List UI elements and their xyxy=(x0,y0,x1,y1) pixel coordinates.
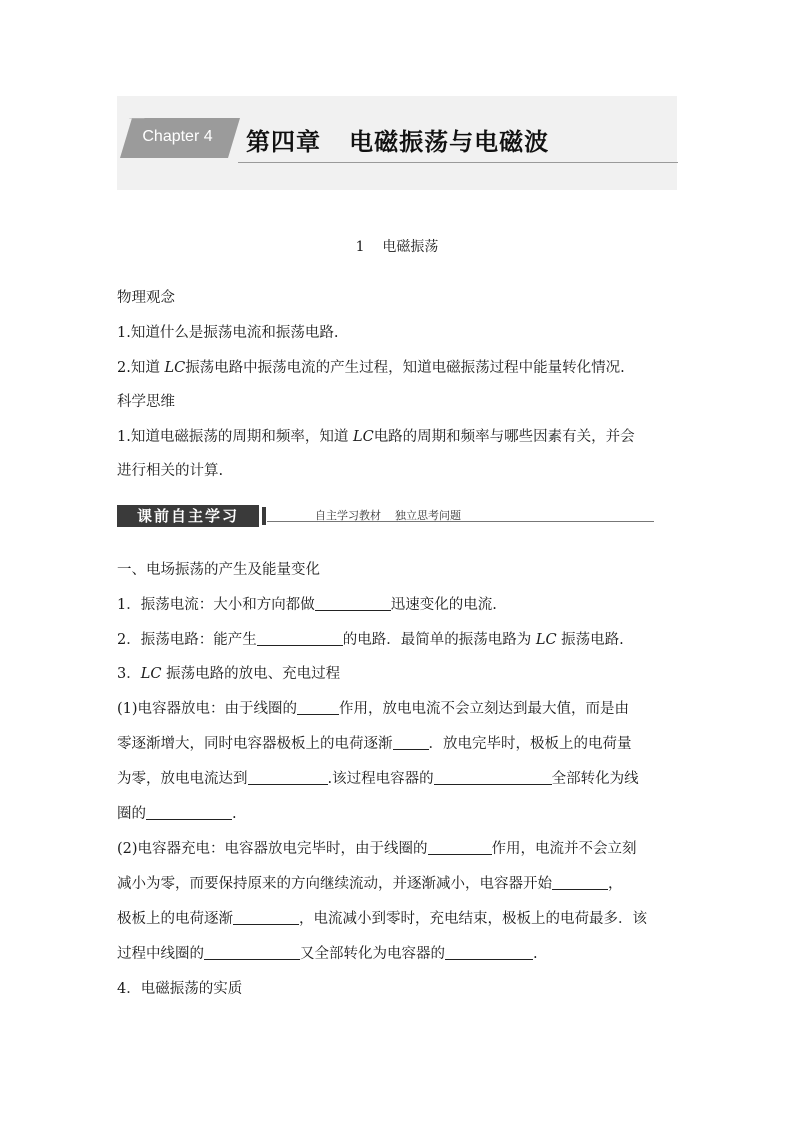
content-p8 xyxy=(117,839,637,859)
fill-blank[interactable] xyxy=(445,945,533,960)
text: ．放电完毕时，极板上的电荷量 xyxy=(428,736,632,752)
objective-item-3-cont: 进行相关的计算. xyxy=(117,463,224,479)
fill-blank[interactable] xyxy=(434,770,552,785)
lc-symbol: LC xyxy=(352,429,374,445)
fill-blank[interactable] xyxy=(248,770,328,785)
fill-blank[interactable] xyxy=(233,910,299,925)
objective-item-2 xyxy=(117,358,625,378)
content-p10 xyxy=(117,909,647,929)
text: 为零，放电电流达到 xyxy=(117,771,248,787)
text: 的电路．最简单的振荡电路为 xyxy=(342,632,536,648)
section-title: 1 电磁振荡 xyxy=(355,239,439,255)
text: . xyxy=(232,806,237,822)
chapter-divider xyxy=(238,162,678,163)
text: .该过程电容器的 xyxy=(327,771,434,787)
content-p9 xyxy=(117,874,623,894)
fill-blank[interactable] xyxy=(315,596,391,611)
study-tag-bar xyxy=(262,507,266,525)
text: 又全部转化为电容器的 xyxy=(300,946,445,962)
objective-item-2-post: 振荡电路中振荡电流的产生过程，知道电磁振荡过程中能量转化情况. xyxy=(185,360,625,376)
content-p7 xyxy=(117,804,237,824)
chapter-title: 第四章 电磁振荡与电磁波 xyxy=(246,128,550,156)
objective-heading-physics: 物理观念 xyxy=(117,290,175,306)
content-p4 xyxy=(117,699,629,719)
fill-blank[interactable] xyxy=(428,840,492,855)
text: 圈的 xyxy=(117,806,146,822)
text: (1)电容器放电：由于线圈的 xyxy=(117,701,298,717)
text: 1．振荡电流：大小和方向都做 xyxy=(117,597,315,613)
text: 作用，电流并不会立刻 xyxy=(491,841,637,857)
objective-item-3-pre: 1.知道电磁振荡的周期和频率，知道 xyxy=(117,429,353,445)
chapter-tab xyxy=(120,118,240,158)
text: 极板上的电荷逐渐 xyxy=(117,911,233,927)
text: 振荡电路. xyxy=(556,632,624,648)
objective-item-3-post: 电路的周期和频率与哪些因素有关，并会 xyxy=(373,429,635,445)
chapter-label: Chapter 4 xyxy=(142,128,213,145)
content-p6 xyxy=(117,769,639,789)
lc-symbol: LC xyxy=(535,632,557,648)
content-p5 xyxy=(117,734,632,754)
text: 振荡电路的放电、充电过程 xyxy=(161,666,341,682)
study-banner xyxy=(117,505,657,527)
text: . xyxy=(533,946,538,962)
lc-symbol: LC xyxy=(164,360,186,376)
content-p1 xyxy=(117,595,497,615)
text: 作用，放电电流不会立刻达到最大值，而是由 xyxy=(339,701,630,717)
fill-blank[interactable] xyxy=(552,875,608,890)
text: 3． xyxy=(117,666,141,682)
text: 减小为零，而要保持原来的方向继续流动，并逐渐减小，电容器开始 xyxy=(117,876,552,892)
content-p11 xyxy=(117,944,538,964)
study-tag: 课前自主学习 xyxy=(117,505,259,527)
objective-heading-thinking: 科学思维 xyxy=(117,394,175,410)
fill-blank[interactable] xyxy=(204,945,300,960)
lc-symbol: LC xyxy=(140,666,162,682)
text: 迅速变化的电流. xyxy=(390,597,497,613)
objective-item-3 xyxy=(117,427,635,447)
text: 全部转化为线 xyxy=(551,771,639,787)
objective-item-2-pre: 2.知道 xyxy=(117,360,165,376)
text: 2．振荡电路：能产生 xyxy=(117,632,257,648)
content-heading-1: 一、电场振荡的产生及能量变化 xyxy=(117,562,320,578)
objective-item-1: 1.知道什么是振荡电流和振荡电路. xyxy=(117,325,339,341)
content-p2 xyxy=(117,630,624,650)
fill-blank[interactable] xyxy=(146,805,232,820)
fill-blank[interactable] xyxy=(297,700,339,715)
text: ，电流减小到零时，充电结束，极板上的电荷最多．该 xyxy=(299,911,647,927)
text: 过程中线圈的 xyxy=(117,946,204,962)
content-p3 xyxy=(117,664,340,684)
content-p12: 4．电磁振荡的实质 xyxy=(117,981,243,997)
fill-blank[interactable] xyxy=(257,631,343,646)
text: 零逐渐增大，同时电容器极板上的电荷逐渐 xyxy=(117,736,393,752)
study-subtitle: 自主学习教材 独立思考问题 xyxy=(315,509,461,522)
fill-blank[interactable] xyxy=(393,735,429,750)
text: ， xyxy=(608,876,623,892)
text: (2)电容器充电：电容器放电完毕时，由于线圈的 xyxy=(117,841,428,857)
